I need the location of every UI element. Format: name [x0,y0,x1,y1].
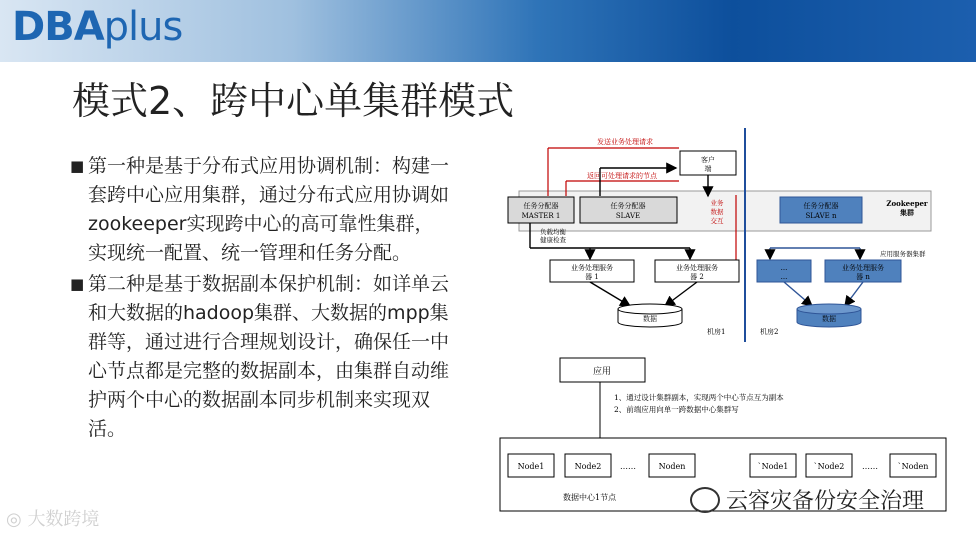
zookeeper-label: Zookeeper [886,199,928,208]
zookeeper-label: 集群 [900,208,914,217]
client-label: 端 [704,165,712,173]
dc-label: 数据中心1节点 [563,493,617,502]
server-1-label: 业务处理服务 [571,264,613,272]
arrow [784,282,812,306]
server-dots-label: ... [780,264,788,272]
node-label: Noden [658,462,686,471]
arrow [590,282,630,306]
dispatcher-slave-n-label: SLAVE n [805,212,837,220]
arrow [665,282,697,306]
server-dots-label: ... [780,273,788,281]
server-2-label: 器 2 [690,273,704,281]
dispatcher-master-label: 任务分配器 [523,202,559,210]
dispatcher-slave-label: 任务分配器 [610,202,646,210]
dispatcher-master-label: MASTER 1 [521,212,561,220]
node-label: Node2 [574,462,602,471]
node-label: `Node2 [813,462,845,471]
arrow [845,282,863,306]
dispatcher-slave-n-label: 任务分配器 [803,202,839,210]
database-left-label: 数据 [643,315,657,323]
app-cluster-label: 应用服务器集群 [880,250,926,258]
send-request-label: 发送业务处理请求 [597,138,653,146]
watermark-right: 云容灾备份安全治理 [690,484,924,515]
database-right-label: 数据 [822,315,836,323]
data-sync-label: 交互 [710,217,724,225]
dbaplus-logo: DBAplus [12,4,183,50]
room-2-label: 机房2 [760,328,779,336]
dispatcher-slave-label: SLAVE [615,212,641,220]
server-n-label: 业务处理服务 [842,264,884,272]
data-sync-label: 数据 [710,208,724,216]
lb-health-label: 负载均衡 [540,228,566,236]
server-1-label: 器 1 [585,273,599,281]
ellipsis: …… [862,462,878,471]
square-bullet-icon: ■ [70,157,85,175]
client-label: 客户 [701,156,715,164]
server-n-label: 器 n [856,273,870,281]
bullet-text: 第二种是基于数据副本保护机制：如详单云和大数据的hadoop集群、大数据的mpp集群等，通过进行合理规划设计，确保任一中心节点都是完整的数据副本，由集群自动维护两个中心的数据副本同步机制来实现双活。 [88,273,450,440]
note-2: 2、前端应用向单一跨数据中心集群写 [614,405,739,414]
app-label: 应用 [592,367,612,377]
lb-health-label: 健康检查 [540,236,566,244]
server-2-label: 业务处理服务 [676,264,718,272]
return-node-label: 返回可处理请求的节点 [587,172,657,180]
wechat-icon [690,487,720,513]
square-bullet-icon: ■ [70,275,85,293]
watermark-left: ◎ 大数跨境 [6,509,100,530]
node-label: `Node1 [757,462,789,471]
slide-title: 模式2、跨中心单集群模式 [72,79,515,123]
room-1-label: 机房1 [707,328,726,336]
node-label: Node1 [517,462,545,471]
node-label: `Noden [897,462,929,471]
data-sync-label: 业务 [710,199,724,207]
ellipsis: …… [620,462,636,471]
note-1: 1、通过设计集群副本，实现两个中心节点互为副本 [614,393,784,402]
bullet-text: 第一种是基于分布式应用协调机制：构建一套跨中心应用集群，通过分布式应用协调如zookeeper实现跨中心的高可靠性集群，实现统一配置、统一管理和任务分配。 [88,155,450,264]
